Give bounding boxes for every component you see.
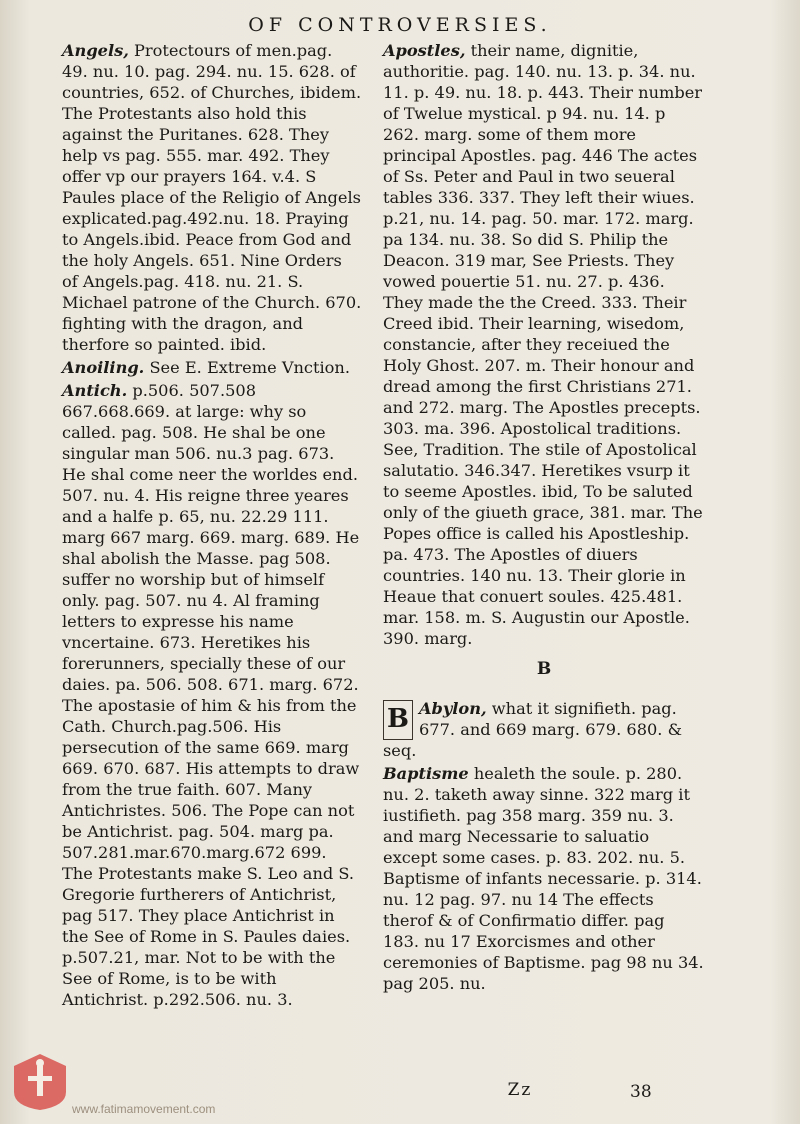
drop-cap-ornament — [383, 700, 413, 740]
entry-headword: Anoiling. — [62, 358, 145, 377]
entry-headword: Abylon, — [419, 699, 487, 718]
entry-headword: Baptisme — [383, 764, 469, 783]
running-head: OF CONTROVERSIES. — [248, 14, 552, 36]
entry-text: their name, dignitie, authoritie. pag. 140. nu. 13. p. 34. nu. 11. p. 49. nu. 18. p. 443. Their number of Twelue mystical. p 94. nu. 14. p 262. marg. some of them more principal Apostles. pag. 446 The actes of Ss. Peter and Paul in two seueral tables 336. 337. They left their wiues. p.21, nu. 14. pag. 50. mar. 172. marg. pa 134. nu. 38. So did S. Philip the Deacon. 319 mar, See Priests. They vowed pouertie 51. nu. 27. p. 436. They made the the Creed. 333. Their Creed ibid. Their learning, wisedom, constancie, after they receiued the Holy Ghost. 207. m. Their honour and dread among the first Christians 271. and 272. marg. The Apostles precepts. 303. ma. 396. Apostolical traditions. See, Tradition. The stile of Apostolical salutatio. 346.347. Heretikes vsurp it to seeme Apostles. ibid, To be saluted only of the giueth grace, 381. mar. The Popes office is called his Apostleship. pa. 473. The Apostles of diuers countries. 140 nu. 13. Their glorie in Heaue that conuert soules. 425.481. mar. 158. m. S. Augustin our Apostle. 390. marg. — [383, 41, 703, 648]
index-entry — [383, 698, 705, 761]
left-column — [62, 40, 362, 1012]
drop-cap-letter: B — [387, 704, 409, 734]
index-entry — [62, 357, 362, 378]
entry-text: what it signifieth. pag. 677. and 669 marg. 679. 680. & seq. — [383, 699, 682, 760]
entry-text: Protectours of men.pag. 49. nu. 10. pag. 294. nu. 15. 628. of countries, 652. of Churches, ibidem. The Protestants also hold this against the Puritanes. 628. They help vs pag. 555. mar. 492. They offer vp our prayers 164. v.4. S Paules place of the Religio of Angels explicated.pag.492.nu. 18. Praying to Angels.ibid. Peace from God and the holy Angels. 651. Nine Orders of Angels.pag. 418. nu. 21. S. Michael patrone of the Church. 670. fighting with the dragon, and therfore so painted. ibid. — [62, 41, 362, 354]
entry-headword: Apostles, — [383, 41, 466, 60]
signature-mark: Zz — [507, 1080, 533, 1100]
index-entry — [383, 40, 705, 649]
right-column — [383, 40, 705, 996]
index-entry — [383, 763, 705, 994]
entry-headword: Antich. — [62, 381, 128, 400]
entry-headword: Angels, — [62, 41, 129, 60]
section-letter: B — [536, 659, 552, 679]
watermark-text[interactable]: www.fatimamovement.com — [72, 1102, 216, 1116]
page-number: 38 — [630, 1082, 652, 1102]
index-entry — [62, 40, 362, 355]
index-entry — [62, 380, 362, 1010]
entry-text: p.506. 507.508 667.668.669. at large: why so called. pag. 508. He shal be one singular man 506. nu.3 pag. 673. He shal come neer the worldes end. 507. nu. 4. His reigne three yeares and a halfe p. 65, nu. 22.29 111. marg 667 marg. 669. marg. 689. He shal abolish the Masse. pag 508. suffer no worship but of himself only. pag. 507. nu 4. Al framing letters to expresse his name vncertaine. 673. Heretikes his forerunners, specially these of our daies. pa. 506. 508. 671. marg. 672. The apostasie of him & his from the Cath. Church.pag.506. His persecution of the same 669. marg 669. 670. 687. His attempts to draw from the true faith. 607. Many Antichristes. 506. The Pope can not be Antichrist. pag. 504. marg pa. 507.281.mar.670.marg.672 699. The Protestants make S. Leo and S. Gregorie furtherers of Antichrist, pag 517. They place Antichrist in the See of Rome in S. Paules daies. p.507.21, mar. Not to be with the See of Rome, is to be with Antichrist. p.292.506. nu. 3. — [62, 381, 360, 1009]
entry-text: healeth the soule. p. 280. nu. 2. taketh away sinne. 322 marg it iustifieth. pag 358 marg. 359 nu. 3. and marg Necessarie to saluatio except some cases. p. 83. 202. nu. 5. Baptisme of infants necessarie. p. 314. nu. 12 pag. 97. nu 14 The effects therof & of Confirmatio differ. pag 183. nu 17 Exorcismes and other ceremonies of Baptisme. pag 98 nu 34. pag 205. nu. — [383, 764, 704, 993]
fatima-logo-icon — [12, 1052, 68, 1112]
entry-text: See E. Extreme Vnction. — [149, 358, 350, 377]
